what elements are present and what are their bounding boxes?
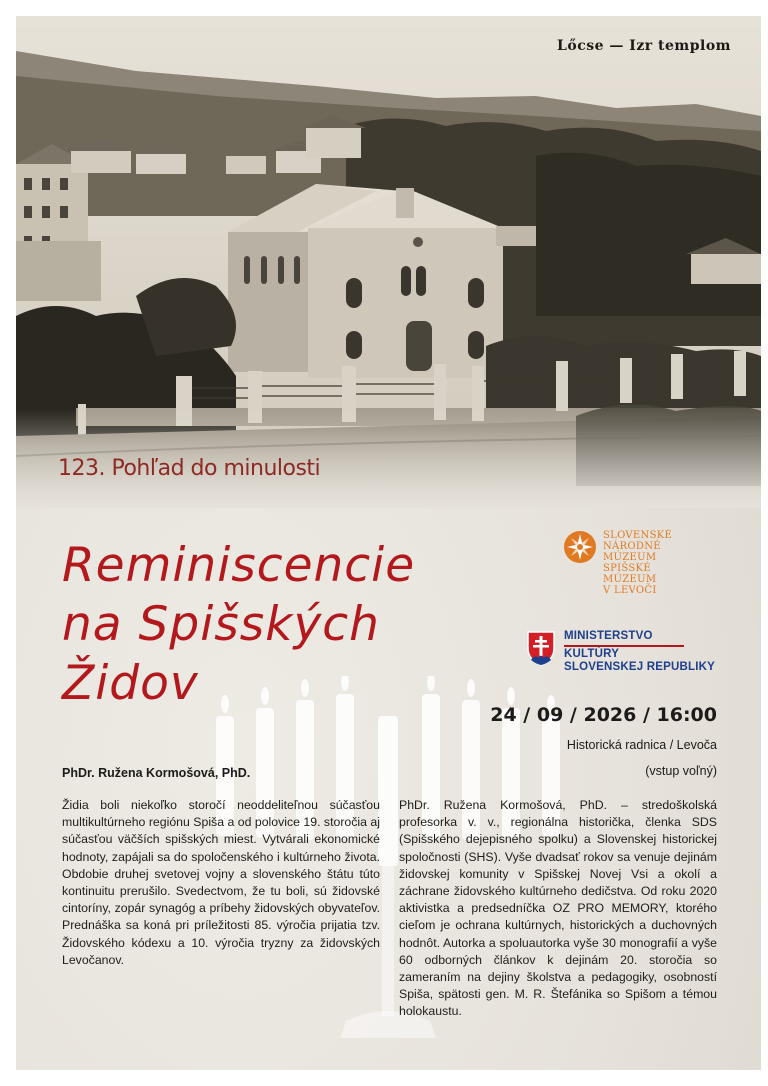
museum-line: SLOVENSKÉ (603, 530, 673, 541)
slovak-coat-of-arms-icon (526, 630, 556, 666)
ministry-rule (564, 645, 684, 647)
ministry-line: KULTÚRY (564, 647, 620, 660)
series-title: 123. Pohľad do minulosti (58, 456, 321, 481)
body-text-left: Židia boli niekoľko storočí neoddeliteľnou súčasťou multikultúrneho regiónu Spiša a od polovice 19. storočia aj súčasťou väčších spišských miest. Vytvárali ekonomické hodnoty, zapájali sa do spoločenského i kultúrneho života. Obdobie druhej svetovej vojny a slovenského štátu túto kontinuitu prerušilo. Svedectvom, že tu boli, sú židovské cintoríny, zopár synagóg a príbehy židovských obyvateľov. Prednáška sa koná pri príležitosti 85. výročia prijatia tzv. Židovského kódexu a 10. výročia tryzny za židovských Levočanov. (62, 798, 380, 967)
entry-note: (vstup voľný) (645, 764, 717, 778)
body-text-right: PhDr. Ružena Kormošová, PhD. – stredoškolská profesorka v. v., regionálna historička, členka SDS (Spišského dejepisného spolku) a Slovenskej historickej spoločnosti (SHS). Vyše dvadsať rokov sa venuje dejinám židovskej komunity v Spišskej Novej Vsi a okolí a záchrane židovského kultúrneho dedičstva. Od roku 2020 aktivistka a predsedníčka OZ PRO MEMORY, ktorého cieľom je ochrana kultúrnych, historických a duchovných hodnôt. Autorka a spoluautorka vyše 30 monografií a vyše 60 odborných článkov k dejinám 20. storočia so zameraním na dejiny školstva a pedagogiky, osobností Spiša, spätosti gen. M. R. Štefánika so Spišom a témou holokaustu. (399, 798, 717, 1019)
orange-star-emblem-icon (563, 530, 597, 564)
museum-line: MÚZEUM (603, 552, 657, 563)
event-title (62, 536, 442, 713)
ministry-line: MINISTERSTVO (564, 630, 653, 642)
title-line-3: Židov (62, 656, 199, 711)
museum-logo (563, 530, 672, 596)
poster (16, 16, 761, 1070)
museum-name (603, 530, 672, 596)
author-name: PhDr. Ružena Kormošová, PhD. (62, 766, 251, 780)
historic-synagogue-photo (16, 16, 761, 508)
event-venue: Historická radnica / Levoča (566, 738, 717, 752)
ministry-line: SLOVENSKEJ REPUBLIKY (564, 660, 715, 673)
museum-line: MÚZEUM (603, 574, 657, 585)
title-line-2: na Spišských (62, 597, 380, 652)
museum-line: SPIŠSKÉ (603, 563, 651, 574)
title-line-1: Reminiscencie (62, 538, 416, 593)
photo-caption: Lőcse — Izr templom (557, 38, 731, 54)
museum-line: NÁRODNÉ (603, 541, 661, 552)
event-datetime: 24 / 09 / 2026 / 16:00 (490, 704, 717, 726)
ministry-logo (526, 630, 715, 674)
ministry-name (564, 630, 715, 674)
museum-line: V LEVOČI (603, 585, 657, 596)
